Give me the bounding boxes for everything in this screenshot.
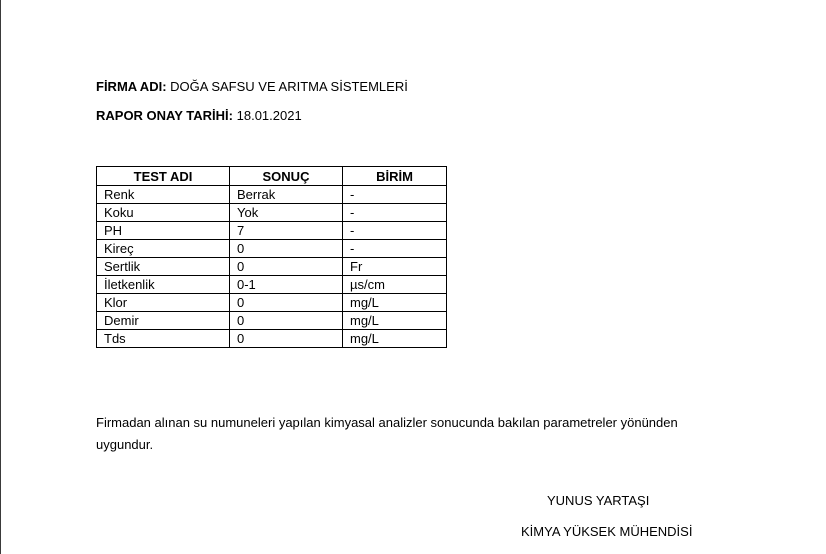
test-results-table	[96, 166, 447, 348]
table-row	[97, 186, 447, 204]
table-row	[97, 240, 447, 258]
result-cell: 0	[230, 240, 343, 258]
result-cell: 0	[230, 258, 343, 276]
test-name-cell: Kireç	[97, 240, 230, 258]
test-name-cell: Koku	[97, 204, 230, 222]
table-row	[97, 258, 447, 276]
unit-cell: -	[343, 204, 447, 222]
table-header-row	[97, 167, 447, 186]
table-row	[97, 294, 447, 312]
result-cell: 0	[230, 312, 343, 330]
result-cell: 0	[230, 294, 343, 312]
unit-cell: -	[343, 186, 447, 204]
unit-cell: mg/L	[343, 330, 447, 348]
unit-cell: µs/cm	[343, 276, 447, 294]
unit-cell: Fr	[343, 258, 447, 276]
test-name-cell: Demir	[97, 312, 230, 330]
table-row	[97, 222, 447, 240]
signatory-title: KİMYA YÜKSEK MÜHENDİSİ	[521, 524, 693, 539]
test-name-cell: Sertlik	[97, 258, 230, 276]
firm-name-value: DOĞA SAFSU VE ARITMA SİSTEMLERİ	[170, 79, 408, 94]
table-row	[97, 204, 447, 222]
unit-cell: mg/L	[343, 294, 447, 312]
firm-name-label: FİRMA ADI:	[96, 79, 167, 94]
result-cell: 0-1	[230, 276, 343, 294]
column-header-test-name: TEST ADI	[97, 167, 230, 186]
test-name-cell: İletkenlik	[97, 276, 230, 294]
signatory-name: YUNUS YARTAŞI	[547, 493, 650, 508]
table-row	[97, 276, 447, 294]
report-date-value: 18.01.2021	[236, 108, 302, 123]
test-name-cell: Klor	[97, 294, 230, 312]
table-row	[97, 330, 447, 348]
result-cell: Berrak	[230, 186, 343, 204]
table-row	[97, 312, 447, 330]
result-cell: Yok	[230, 204, 343, 222]
unit-cell: mg/L	[343, 312, 447, 330]
column-header-result: SONUÇ	[230, 167, 343, 186]
unit-cell: -	[343, 240, 447, 258]
test-name-cell: PH	[97, 222, 230, 240]
test-name-cell: Renk	[97, 186, 230, 204]
conclusion-paragraph: Firmadan alınan su numuneleri yapılan kimyasal analizler sonucunda bakılan parametreler yönünden uygundur.	[96, 415, 678, 452]
report-date-line	[96, 108, 302, 124]
test-name-cell: Tds	[97, 330, 230, 348]
column-header-unit: BİRİM	[343, 167, 447, 186]
result-cell: 7	[230, 222, 343, 240]
report-date-label: RAPOR ONAY TARİHİ:	[96, 108, 233, 123]
unit-cell: -	[343, 222, 447, 240]
firm-name-line	[96, 79, 408, 95]
result-cell: 0	[230, 330, 343, 348]
